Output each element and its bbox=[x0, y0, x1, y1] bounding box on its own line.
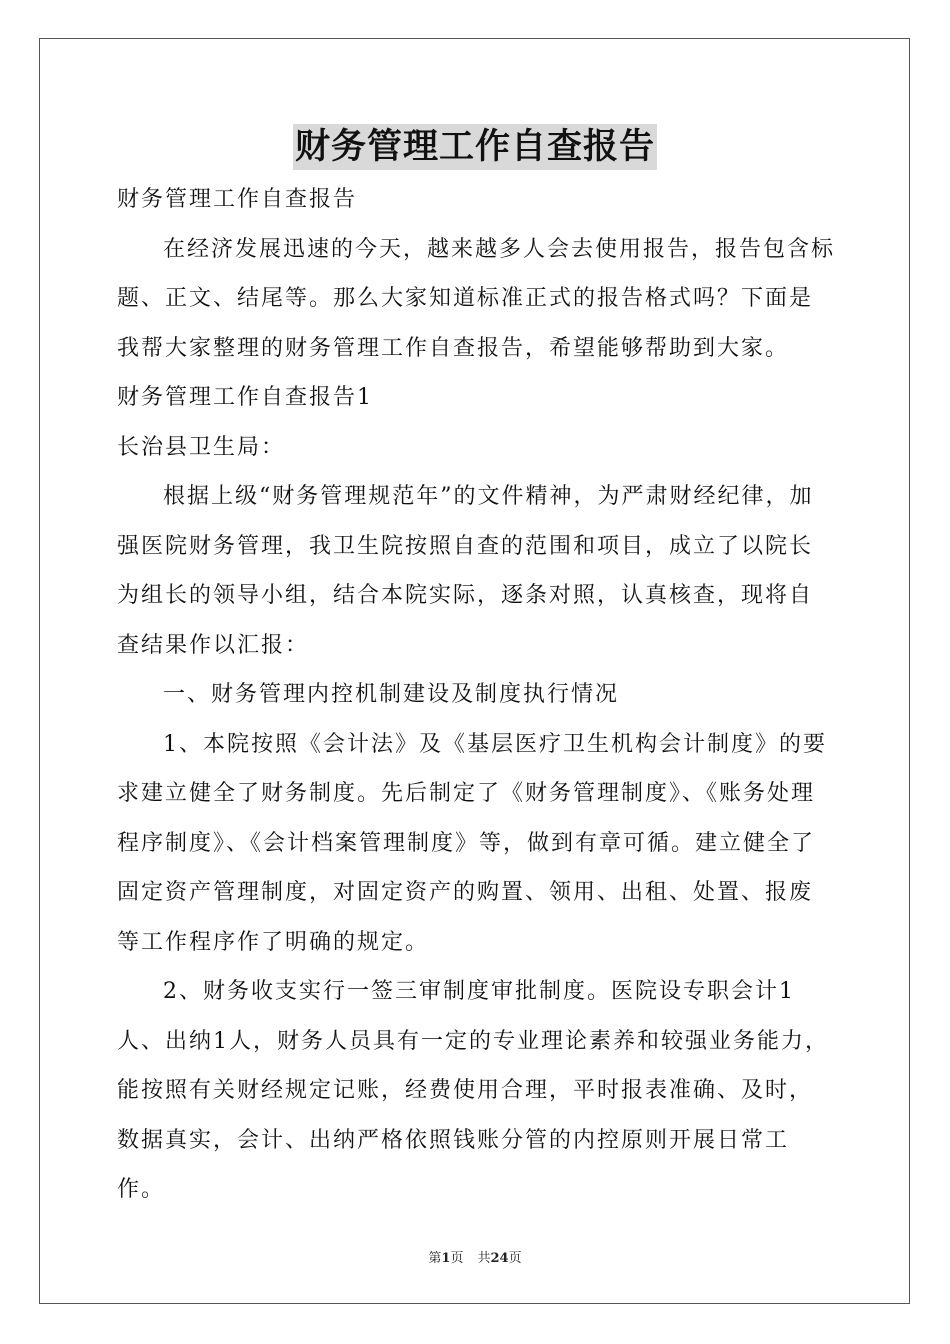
page-current: 1 bbox=[441, 1251, 451, 1266]
paragraph: 2、财务收支实行一签三审制度审批制度。医院设专职会计1人、出纳1人，财务人员具有一定的专业理论素养和较强业务能力，能按照有关财经规定记账，经费使用合理，平时报表准确、及时，数据真实，会计、出纳严格依照钱账分管的内控原则开展日常工作。 bbox=[117, 979, 829, 1202]
paragraph: 一、财务管理内控机制建设及制度执行情况 bbox=[163, 682, 620, 707]
document-title: 财务管理工作自查报告 bbox=[293, 124, 657, 170]
total-suffix: 页 bbox=[508, 1251, 522, 1266]
title-container bbox=[0, 124, 950, 170]
paragraph: 根据上级“财务管理规范年”的文件精神，为严肃财经纪律，加强医院财务管理，我卫生院按照自查的范围和项目，成立了以院长为组长的领导小组，结合本院实际，逐条对照，认真核查，现将自查结果作以汇报： bbox=[117, 484, 814, 658]
paragraph: 1、本院按照《会计法》及《基层医疗卫生机构会计制度》的要求建立健全了财务制度。先后制定了《财务管理制度》、《账务处理程序制度》、《会计档案管理制度》等，做到有章可循。建立健全了固定资产管理制度，对固定资产的购置、领用、出租、处置、报废等工作程序作了明确的规定。 bbox=[117, 731, 827, 955]
page-total: 24 bbox=[490, 1251, 509, 1266]
page-footer bbox=[0, 1247, 950, 1266]
page-prefix: 第 bbox=[428, 1251, 442, 1266]
paragraph: 财务管理工作自查报告 bbox=[117, 187, 358, 212]
paragraph: 长治县卫生局： bbox=[117, 434, 286, 460]
page-suffix: 页 bbox=[450, 1251, 464, 1266]
total-prefix: 共 bbox=[477, 1251, 491, 1266]
paragraph: 财务管理工作自查报告1 bbox=[117, 385, 373, 410]
paragraph: 在经济发展迅速的今天，越来越多人会去使用报告，报告包含标题、正文、结尾等。那么大家知道标准正式的报告格式吗？下面是我帮大家整理的财务管理工作自查报告，希望能够帮助到大家。 bbox=[117, 236, 836, 361]
document-body bbox=[117, 175, 835, 1215]
